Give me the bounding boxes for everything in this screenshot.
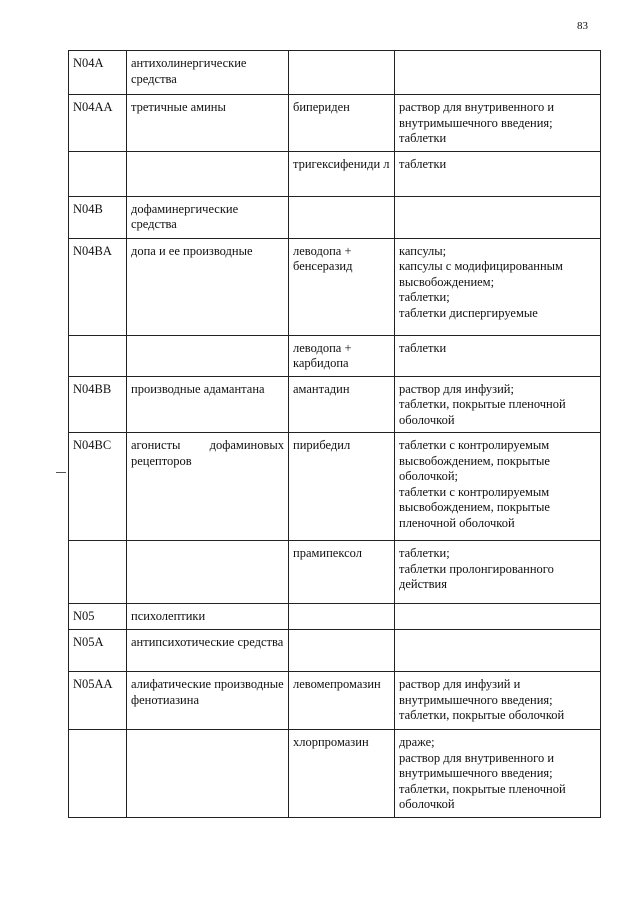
- atc-code-cell: [69, 151, 127, 196]
- pharm-group-line: рецепторов: [131, 453, 192, 468]
- drug-name-cell: левомепромазин: [289, 672, 395, 730]
- table-row: [69, 151, 601, 196]
- pharm-group-line: агонисты дофаминовых: [131, 438, 284, 452]
- dosage-form-cell: [395, 730, 601, 818]
- dosage-form-item: таблетки, покрытые оболочкой: [399, 708, 565, 722]
- pharm-group-cell: [127, 433, 289, 541]
- table-row: [69, 376, 601, 433]
- atc-code-cell: N04B: [69, 196, 127, 238]
- drug-name-cell: амантадин: [289, 376, 395, 433]
- drug-name-cell: прамипексол: [289, 541, 395, 604]
- pharm-group-cell: психолептики: [127, 604, 289, 630]
- table-row: [69, 730, 601, 818]
- atc-code-cell: N04BB: [69, 376, 127, 433]
- pharm-group-cell: алифатические производные фенотиазина: [127, 672, 289, 730]
- dosage-form-item: таблетки с контролируемым высвобождением, покрытые оболочкой;: [399, 438, 550, 483]
- dosage-form-cell: [395, 604, 601, 630]
- dosage-form-item: таблетки: [399, 340, 447, 355]
- dosage-form-cell: [395, 151, 601, 196]
- atc-code-cell: N05: [69, 604, 127, 630]
- table-row: [69, 541, 601, 604]
- dosage-form-cell: [395, 238, 601, 335]
- pharm-group-cell: производные адамантана: [127, 376, 289, 433]
- pharm-group-cell: антипсихотические средства: [127, 630, 289, 672]
- drug-name-cell: пирибедил: [289, 433, 395, 541]
- atc-code-cell: N05A: [69, 630, 127, 672]
- dosage-form-item: таблетки: [399, 156, 447, 171]
- dosage-form-item: таблетки: [399, 131, 447, 145]
- atc-code-cell: [69, 541, 127, 604]
- dosage-form-item: раствор для внутривенного и внутримышечного введения;: [399, 100, 555, 130]
- dosage-form-cell: [395, 196, 601, 238]
- atc-code-cell: N04AA: [69, 95, 127, 152]
- table-row: [69, 604, 601, 630]
- dosage-form-item: таблетки с контролируемым высвобождением, покрытые пленочной оболочкой: [399, 484, 550, 530]
- dosage-form-cell: [395, 51, 601, 95]
- table-row: [69, 672, 601, 730]
- dosage-form-cell: [395, 376, 601, 433]
- pharm-group-cell: [127, 151, 289, 196]
- dosage-form-cell: [395, 335, 601, 376]
- pharm-group-cell: [127, 335, 289, 376]
- table-row: [69, 630, 601, 672]
- drug-name-cell: [289, 51, 395, 95]
- atc-code-cell: N04A: [69, 51, 127, 95]
- drug-name-cell: [289, 196, 395, 238]
- atc-code-cell: [69, 730, 127, 818]
- dosage-form-item: таблетки;: [399, 546, 450, 560]
- drug-name-cell: тригексифениди л: [289, 151, 395, 196]
- dosage-form-cell: [395, 672, 601, 730]
- pharm-group-cell: допа и ее производные: [127, 238, 289, 335]
- dosage-form-item: таблетки;: [399, 290, 450, 304]
- pharm-group-cell: [127, 541, 289, 604]
- drug-table: [68, 50, 601, 818]
- table-row: [69, 433, 601, 541]
- margin-mark: [56, 472, 66, 473]
- table-row: [69, 335, 601, 376]
- dosage-form-item: капсулы;: [399, 243, 447, 258]
- dosage-form-item: капсулы с модифицированным высвобождением;: [399, 259, 563, 289]
- drug-name-cell: [289, 604, 395, 630]
- atc-code-cell: N05AA: [69, 672, 127, 730]
- dosage-form-item: таблетки диспергируемые: [399, 305, 538, 320]
- dosage-form-cell: [395, 95, 601, 152]
- drug-name-cell: [289, 630, 395, 672]
- dosage-form-item: раствор для инфузий и внутримышечного введения;: [399, 677, 553, 707]
- dosage-form-cell: [395, 541, 601, 604]
- dosage-form-item: таблетки пролонгированного действия: [399, 561, 554, 591]
- page-number: 83: [577, 20, 588, 32]
- table-row: [69, 95, 601, 152]
- dosage-form-cell: [395, 630, 601, 672]
- dosage-form-item: таблетки, покрытые пленочной оболочкой: [399, 397, 566, 427]
- table-row: [69, 196, 601, 238]
- drug-name-cell: хлорпромазин: [289, 730, 395, 818]
- pharm-group-cell: дофаминергические средства: [127, 196, 289, 238]
- atc-code-cell: [69, 335, 127, 376]
- drug-name-cell: леводопа + бенсеразид: [289, 238, 395, 335]
- pharm-group-cell: [127, 730, 289, 818]
- pharm-group-cell: антихолинергические средства: [127, 51, 289, 95]
- dosage-form-item: драже;: [399, 735, 435, 749]
- table-row: [69, 238, 601, 335]
- atc-code-cell: N04BC: [69, 433, 127, 541]
- dosage-form-item: раствор для инфузий;: [399, 381, 514, 396]
- table-row: [69, 51, 601, 95]
- table-body: [69, 51, 601, 818]
- pharm-group-cell: третичные амины: [127, 95, 289, 152]
- drug-name-cell: бипериден: [289, 95, 395, 152]
- dosage-form-cell: [395, 433, 601, 541]
- atc-code-cell: N04BA: [69, 238, 127, 335]
- drug-name-cell: леводопа + карбидопа: [289, 335, 395, 376]
- dosage-form-item: таблетки, покрытые пленочной оболочкой: [399, 781, 566, 811]
- dosage-form-item: раствор для внутривенного и внутримышечного введения;: [399, 750, 555, 780]
